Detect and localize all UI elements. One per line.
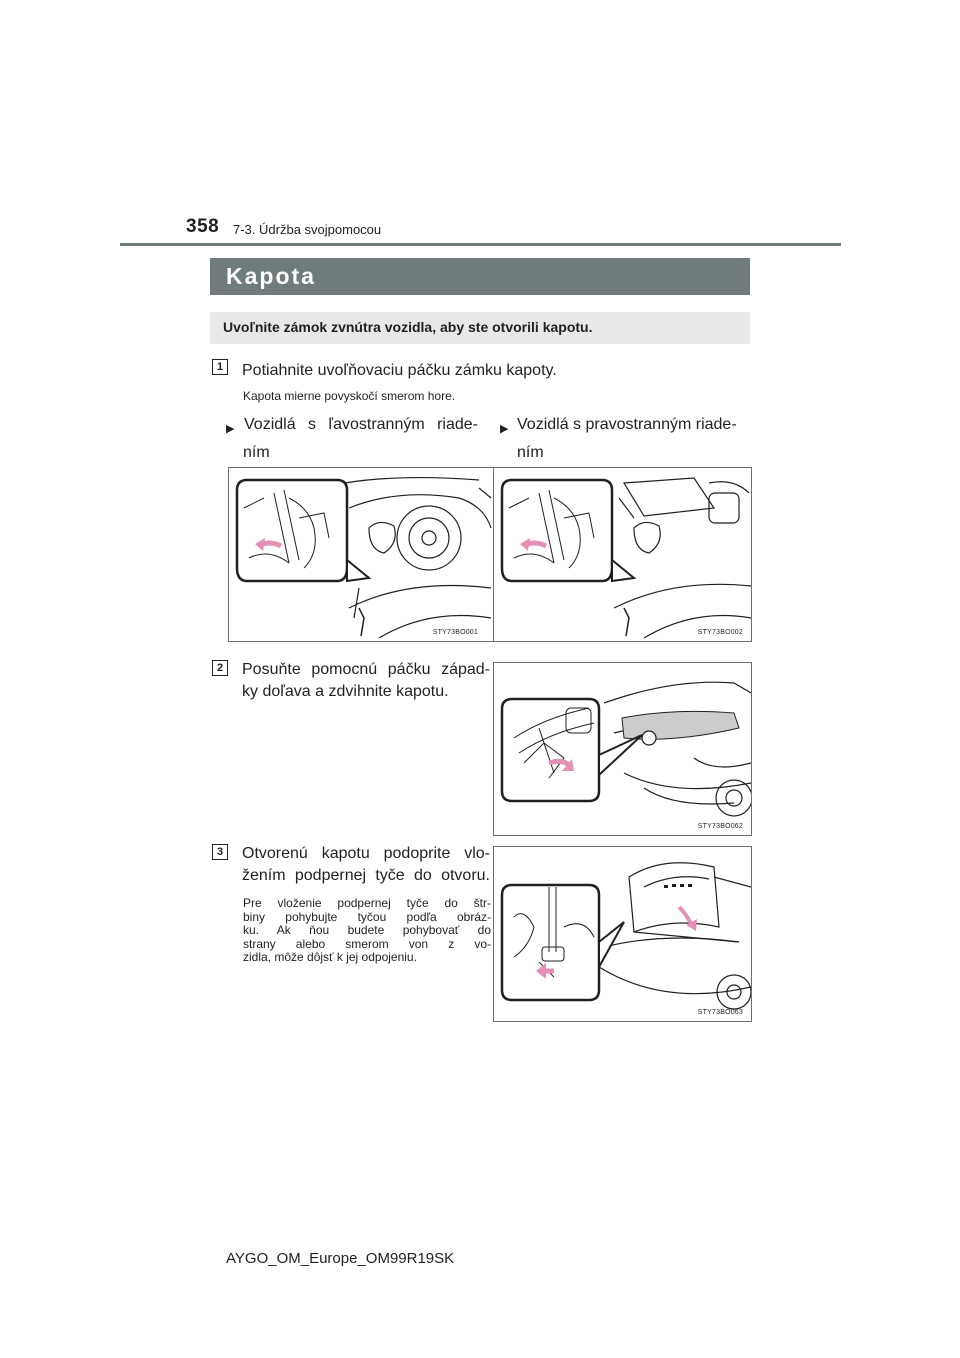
footer-doc-id: AYGO_OM_Europe_OM99R19SK xyxy=(226,1250,455,1267)
figure-lhd-lever xyxy=(228,467,495,642)
step-number-3: 3 xyxy=(212,844,228,860)
lever-illustration-icon xyxy=(494,468,751,641)
step-3-note-line: strany alebo smerom von z vo- xyxy=(243,936,491,951)
variant-left-line1: Vozidlá s ľavostranným riade- xyxy=(244,416,478,433)
variant-left-line2: ním xyxy=(243,444,270,461)
lever-illustration-icon xyxy=(229,468,494,641)
figure-code: STY73BO062 xyxy=(697,823,743,830)
step-3-note-line: ku. Ak ňou budete pohybovať do xyxy=(243,923,491,937)
header-rule xyxy=(120,243,841,246)
page-title: Kapota xyxy=(226,263,316,289)
hood-catch-illustration-icon xyxy=(494,663,751,835)
triangle-marker-icon: ▶ xyxy=(500,423,509,435)
title-bar xyxy=(210,258,750,295)
figure-rhd-lever xyxy=(493,467,752,642)
step-number-2: 2 xyxy=(212,660,228,676)
figure-code: STY73BO002 xyxy=(697,629,743,636)
variant-right-line1: Vozidlá s pravostranným riade- xyxy=(517,416,737,433)
step-1-text: Potiahnite uvoľňovaciu páčku zámku kapoty. xyxy=(242,362,557,379)
step-3-line2: žením podpernej tyče do otvoru. xyxy=(242,867,490,884)
support-rod-illustration-icon xyxy=(494,847,751,1021)
intro-bar xyxy=(210,312,750,344)
variant-right-line2: ním xyxy=(517,444,544,461)
figure-code: STY73BO063 xyxy=(697,1009,743,1016)
step-2-text xyxy=(242,659,490,703)
figure-code: STY73BO001 xyxy=(432,629,478,636)
step-2-line2: ky doľava a zdvihnite kapotu. xyxy=(242,683,449,700)
step-3-note-line: biny pohybujte tyčou podľa obráz- xyxy=(243,909,491,924)
step-3-line1: Otvorenú kapotu podoprite vlo- xyxy=(242,845,490,862)
figure-auxiliary-catch xyxy=(493,662,752,836)
intro-text: Uvoľnite zámok zvnútra vozidla, aby ste otvorili kapotu. xyxy=(223,319,593,335)
step-number-1: 1 xyxy=(212,359,228,375)
step-3-note xyxy=(243,897,491,965)
variant-right xyxy=(500,413,750,464)
step-3-note-line: zidla, môže dôjsť k jej odpojeniu. xyxy=(243,950,417,964)
step-1-note: Kapota mierne povyskočí smerom hore. xyxy=(243,389,456,403)
triangle-marker-icon: ▶ xyxy=(226,423,235,435)
step-3-note-line: Pre vloženie podpernej tyče do štr- xyxy=(243,896,491,910)
figure-support-rod xyxy=(493,846,752,1022)
step-3-text xyxy=(242,843,490,887)
variant-left xyxy=(226,413,478,464)
section-title: 7-3. Údržba svojpomocou xyxy=(233,222,382,237)
step-2-line1: Posuňte pomocnú páčku západ- xyxy=(242,661,490,678)
page-number: 358 xyxy=(186,216,220,237)
